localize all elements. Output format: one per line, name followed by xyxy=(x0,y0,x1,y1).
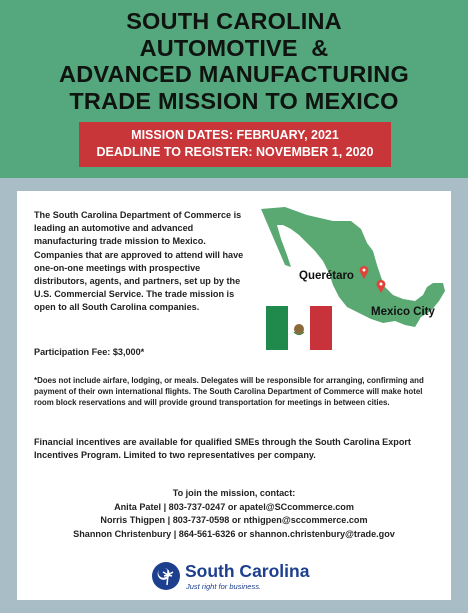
title-line-1: SOUTH CAROLINA xyxy=(126,8,342,34)
contact-norris-thigpen[interactable]: Norris Thigpen | 803-737-0598 or nthigpen@sccommerce.com xyxy=(100,515,368,526)
incentives-paragraph: Financial incentives are available for qualified SMEs through the South Carolina Export Incentives Program. Limited to two representatives per company. xyxy=(34,437,411,461)
intro-paragraph: The South Carolina Department of Commerce is leading an automotive and advanced manufacturing trade mission to Mexico. Companies that are approved to attend will have one-on-one meetings with prospective distributors, agents, and partners, set up by the U.S. Commercial Service. The trade mission is open to all South Carolina companies. xyxy=(34,210,244,313)
page-title xyxy=(0,8,468,114)
contact-anita-patel[interactable]: Anita Patel | 803-737-0247 or apatel@SCcommerce.com xyxy=(114,501,354,512)
dates-banner xyxy=(79,122,391,167)
title-line-2: AUTOMOTIVE & xyxy=(139,34,329,61)
fee-footnote: *Does not include airfare, lodging, or meals. Delegates will be responsible for arranging, confirming and payment of their own international flights. The South Carolina Department of Commerce will make hotel room block reservations and will provide ground transportation for meetings in between cities. xyxy=(34,376,424,407)
mission-dates: MISSION DATES: FEBRUARY, 2021 xyxy=(131,128,339,142)
title-line-4: TRADE MISSION TO MEXICO xyxy=(69,87,399,114)
participation-fee: Participation Fee: $3,000* xyxy=(34,347,145,357)
mexico-flag-icon xyxy=(266,306,332,350)
contact-shannon-christenbury[interactable]: Shannon Christenbury | 864-561-6326 or shannon.christenbury@trade.gov xyxy=(73,528,395,539)
queretaro-label: Querétaro xyxy=(299,270,354,282)
mexico-city-label: Mexico City xyxy=(371,306,435,318)
sc-logo xyxy=(151,559,321,595)
contact-block xyxy=(17,487,451,541)
palmetto-moon-icon xyxy=(151,561,181,591)
contact-heading: To join the mission, contact: xyxy=(172,488,296,498)
logo-tagline: Just right for business. xyxy=(186,582,262,591)
title-line-3: ADVANCED MANUFACTURING xyxy=(59,61,409,87)
content-card xyxy=(17,191,451,600)
register-deadline: DEADLINE TO REGISTER: NOVEMBER 1, 2020 xyxy=(96,145,374,159)
logo-name: South Carolina xyxy=(185,561,310,581)
